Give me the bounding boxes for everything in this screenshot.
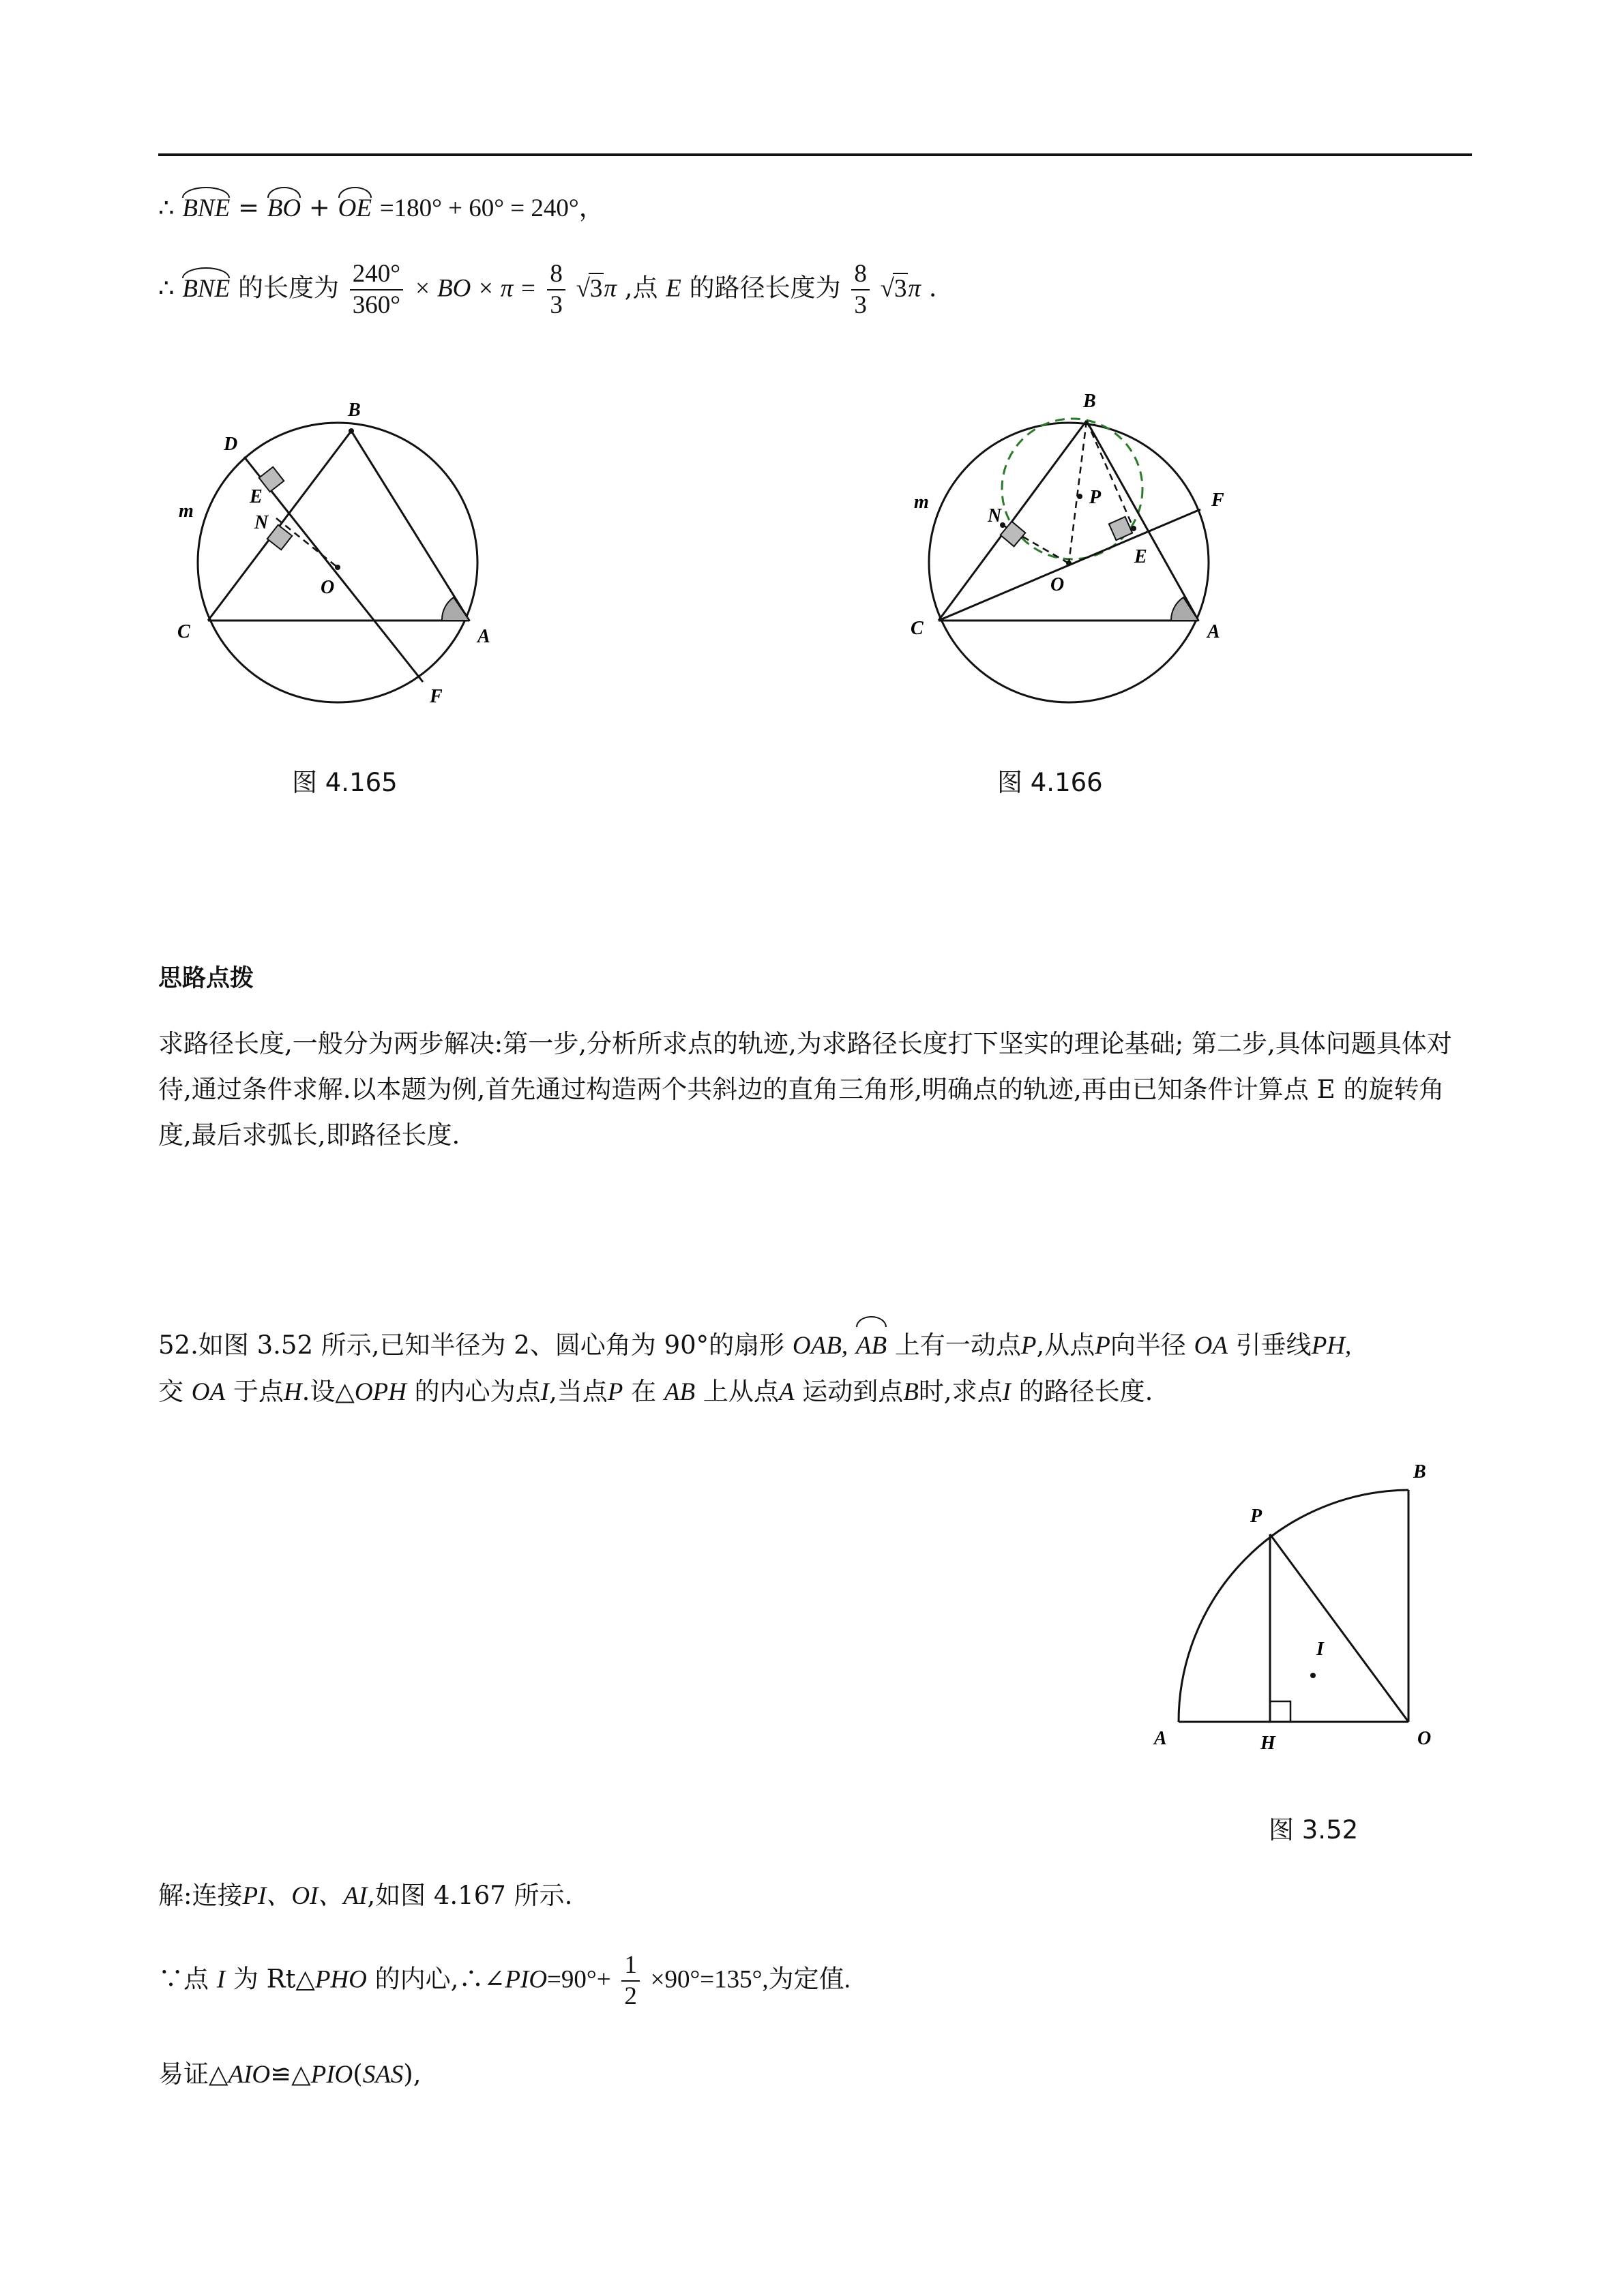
label-o: O: [1417, 1728, 1432, 1749]
denominator: 3: [854, 291, 867, 319]
text-fragment: ),: [403, 2059, 422, 2089]
sqrt-radicand: 3: [589, 273, 604, 304]
arc-ab: [1179, 1490, 1408, 1722]
figure-caption-4-166: 图 4.166: [997, 768, 1103, 797]
fraction-1-2: [621, 1950, 640, 2012]
equation-result: =180° + 60° = 240°，: [379, 194, 604, 222]
math-aio: AIO: [228, 2061, 271, 2089]
label-e: E: [250, 486, 263, 507]
math-oph: OPH: [354, 1378, 407, 1406]
arc-oe: OE: [338, 188, 372, 224]
hint-paragraph: 求路径长度,一般分为两步解决:第一步,分析所求点的轨迹,为求路径长度打下坚实的理论基础; 第二步,具体问题具体对待,通过条件求解.以本题为例,首先通过构造两个共斜边的直角三角形,明确点的轨迹,再由已知条件计算点 E 的旋转角度,最后求弧长,即路径长度.: [158, 1029, 1452, 1150]
text-fragment: 的内心为点: [414, 1377, 541, 1406]
label-m: m: [914, 492, 929, 513]
math-i: I: [1002, 1378, 1011, 1406]
arc-bo: BO: [267, 188, 301, 224]
label-b: B: [1083, 391, 1096, 412]
numerator: 8: [851, 259, 870, 290]
text-fragment: 的内心,∴∠: [374, 1964, 505, 1994]
math-ph: PH,: [1311, 1332, 1352, 1360]
label-e: E: [1134, 546, 1147, 567]
label-f: F: [1211, 490, 1224, 511]
solution-line-2: [158, 1950, 851, 2012]
text-fragment: ,从点: [1036, 1330, 1095, 1360]
label-h: H: [1260, 1733, 1275, 1754]
text-fragment: 在: [631, 1377, 657, 1406]
sqrt-sign: √: [880, 274, 894, 303]
text-fragment: 引垂线: [1235, 1330, 1312, 1360]
label-o: O: [321, 577, 335, 598]
pi-symbol: π: [604, 274, 617, 303]
label-b: B: [1413, 1461, 1426, 1482]
label-a: A: [477, 626, 490, 647]
arc-bne: BNE: [182, 188, 230, 224]
numerator: 240°: [350, 259, 403, 290]
math-ab: AB: [664, 1378, 696, 1406]
figure-caption-4-165: 图 4.165: [292, 768, 398, 797]
text-fragment: ≌△: [270, 2059, 311, 2089]
label-c: C: [177, 621, 190, 642]
label-m: m: [179, 501, 194, 522]
text-fragment: ,如图 4.167 所示.: [367, 1881, 573, 1910]
segment-po: [1270, 1534, 1408, 1722]
text-fragment: ,点: [624, 273, 658, 303]
text-fragment: ∵点: [158, 1964, 209, 1994]
label-o: O: [1050, 574, 1065, 595]
solution-line-3: [158, 2059, 422, 2090]
text-fragment: 于点: [233, 1377, 284, 1406]
text-fragment: 运动到点: [802, 1377, 904, 1406]
math-i: I: [216, 1965, 226, 1994]
label-a: A: [1207, 621, 1220, 642]
math-oa: OA: [191, 1378, 226, 1406]
math-h: H: [283, 1378, 302, 1406]
math-p: P: [607, 1378, 623, 1406]
text-fragment: 上从点: [703, 1377, 779, 1406]
label-i: I: [1316, 1639, 1324, 1660]
label-d: D: [224, 434, 238, 455]
arc-ab: AB: [856, 1317, 887, 1369]
math-a: A: [778, 1378, 795, 1406]
numerator: 8: [547, 259, 565, 290]
label-c: C: [911, 618, 924, 639]
equals-sign: =: [237, 193, 259, 222]
pi-symbol: π: [908, 274, 921, 303]
sqrt-sign: √: [576, 274, 590, 303]
math-p: P: [1095, 1332, 1110, 1360]
text-fragment: 向半径: [1110, 1330, 1186, 1360]
text-fragment: ,当点: [548, 1377, 608, 1406]
text-fragment: =90°+: [547, 1965, 611, 1994]
label-f: F: [430, 686, 443, 707]
label-p: P: [1250, 1506, 1263, 1527]
therefore-symbol: ∴: [158, 193, 175, 222]
arc-bne: BNE: [182, 269, 230, 304]
text-fragment: 52.如图 3.52 所示,已知半径为 2、圆心角为 90°的扇形: [158, 1330, 785, 1360]
text-fragment: .设△: [301, 1377, 355, 1406]
point-i: [1310, 1673, 1316, 1678]
therefore-symbol: ∴: [158, 273, 175, 303]
text-fragment: 交: [158, 1377, 183, 1406]
denominator: 3: [550, 291, 563, 319]
text-fragment: 的路径长度.: [1018, 1377, 1153, 1406]
math-pio: PIO: [310, 2061, 353, 2089]
section-heading-hint: 思路点拨: [158, 965, 254, 992]
text-fragment: × BO × π =: [413, 274, 537, 303]
plus-sign: +: [308, 193, 330, 222]
text-fragment: 解:连接: [158, 1881, 243, 1910]
text-fragment: 上有一动点: [894, 1330, 1021, 1360]
label-n: N: [254, 512, 269, 533]
text-fragment: 时,求点: [918, 1377, 1003, 1406]
label-a: A: [1154, 1728, 1167, 1749]
math-b: B: [903, 1378, 919, 1406]
math-oab: OAB,: [792, 1332, 848, 1360]
figure-caption-3-52: 图 3.52: [1269, 1815, 1359, 1845]
denominator: 360°: [352, 291, 401, 319]
sqrt-radicand: 3: [893, 273, 909, 304]
point-label: E: [666, 274, 681, 303]
text-fragment: ×90°=135°,为定值.: [650, 1965, 851, 1994]
math-p: P: [1020, 1332, 1037, 1360]
numerator: 1: [621, 1950, 640, 1982]
text-fragment: 的长度为: [237, 273, 339, 303]
text-fragment: 的路径长度为: [689, 273, 841, 303]
math-sas: SAS: [362, 2061, 404, 2089]
text-fragment: 为 Rt△: [233, 1964, 315, 1994]
solution-line-1: [158, 1881, 572, 1911]
math-oa: OA: [1194, 1332, 1228, 1360]
text-fragment: 易证△: [158, 2059, 228, 2089]
math-pho: PHO: [314, 1965, 367, 1994]
math-pio: PIO: [505, 1965, 548, 1994]
label-n: N: [988, 505, 1002, 526]
denominator: 2: [624, 1982, 637, 2010]
text-fragment: (: [353, 2059, 363, 2089]
math-segments: PI、OI、AI: [242, 1882, 368, 1910]
math-i: I: [540, 1378, 549, 1406]
right-angle-mark-h: [1270, 1701, 1290, 1722]
label-p: P: [1089, 487, 1102, 508]
label-b: B: [348, 400, 361, 421]
text-fragment: .: [928, 273, 937, 303]
